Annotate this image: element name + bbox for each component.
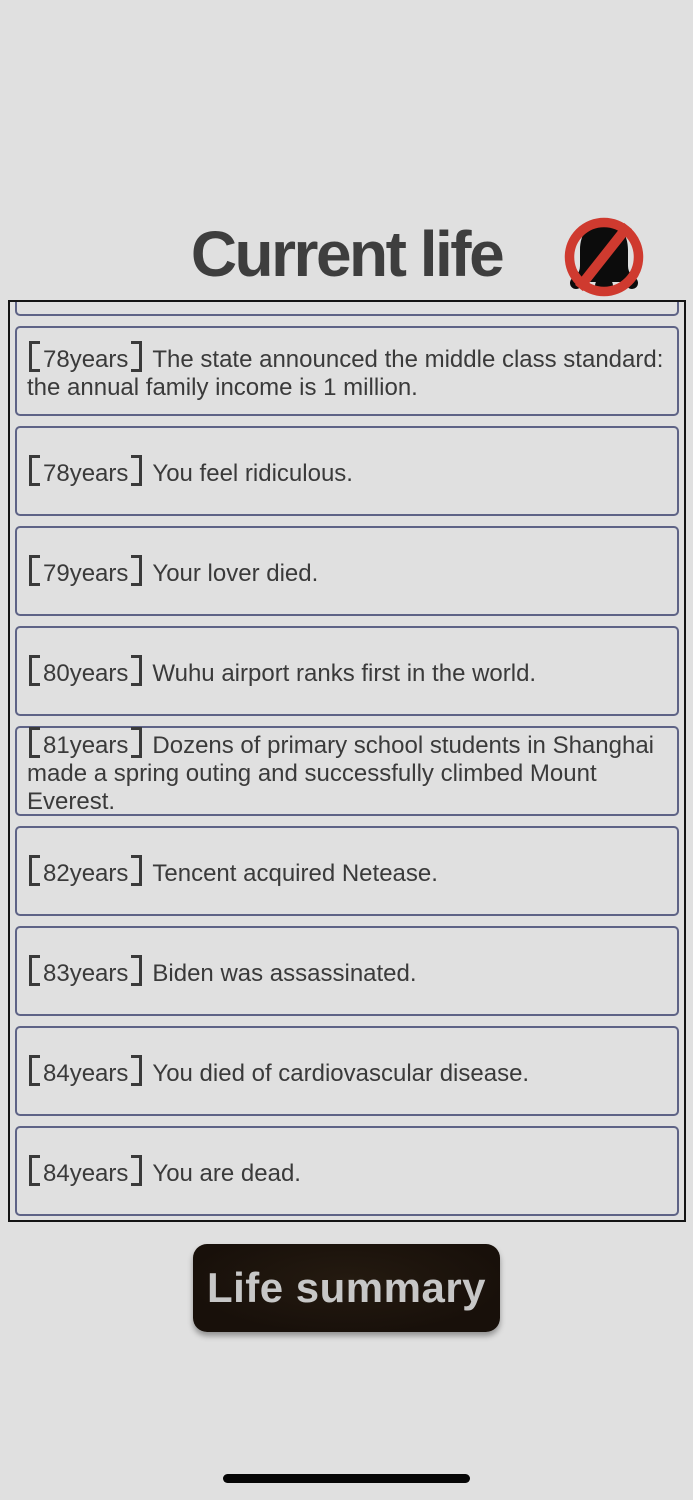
event-age: 83years (43, 959, 129, 987)
event-description: Your lover died. (152, 559, 319, 587)
event-text (27, 1155, 301, 1188)
event-text (27, 341, 667, 402)
page-title: Current life (190, 218, 503, 290)
event-list[interactable] (8, 300, 686, 1222)
event-item-partial (15, 300, 679, 316)
event-age: 79years (43, 559, 129, 587)
event-description: Dozens of primary school students in Shanghai made a spring outing and successfully climbed Mount Everest. (27, 731, 654, 815)
event-age: 80years (43, 659, 129, 687)
bracket-close-icon (131, 655, 142, 686)
event-description: Biden was assassinated. (152, 959, 417, 987)
bracket-open-icon (29, 341, 40, 372)
event-description: Wuhu airport ranks first in the world. (152, 659, 537, 687)
home-indicator[interactable] (223, 1474, 470, 1483)
event-item (15, 926, 679, 1016)
event-item (15, 326, 679, 416)
event-age: 82years (43, 859, 129, 887)
bracket-close-icon (131, 855, 142, 886)
bracket-open-icon (29, 1155, 40, 1186)
event-item (15, 426, 679, 516)
event-text (27, 727, 667, 816)
event-item (15, 1126, 679, 1216)
event-description: You died of cardiovascular disease. (152, 1059, 530, 1087)
bracket-close-icon (131, 555, 142, 586)
life-summary-button[interactable]: Life summary (193, 1244, 500, 1332)
bracket-close-icon (131, 1155, 142, 1186)
event-text (27, 955, 417, 988)
bracket-open-icon (29, 655, 40, 686)
bracket-open-icon (29, 555, 40, 586)
bell-slash-icon[interactable] (564, 211, 644, 299)
event-description: You are dead. (152, 1159, 301, 1187)
event-item (15, 526, 679, 616)
event-item (15, 1026, 679, 1116)
event-age: 84years (43, 1059, 129, 1087)
event-text (27, 555, 318, 588)
bracket-open-icon (29, 855, 40, 886)
event-age: 78years (43, 459, 129, 487)
event-item (15, 626, 679, 716)
event-description: The state announced the middle class standard: the annual family income is 1 million. (27, 345, 664, 401)
event-text (27, 855, 438, 888)
event-description: Tencent acquired Netease. (152, 859, 438, 887)
event-age: 81years (43, 731, 129, 759)
event-description: You feel ridiculous. (152, 459, 353, 487)
event-age: 78years (43, 345, 129, 373)
bracket-open-icon (29, 955, 40, 986)
event-item (15, 826, 679, 916)
bracket-open-icon (29, 455, 40, 486)
bracket-close-icon (131, 955, 142, 986)
bracket-close-icon (131, 1055, 142, 1086)
bracket-open-icon (29, 1055, 40, 1086)
event-text (27, 655, 536, 688)
bracket-close-icon (131, 727, 142, 758)
bracket-close-icon (131, 455, 142, 486)
event-text (27, 1055, 529, 1088)
event-text (27, 455, 353, 488)
bracket-open-icon (29, 727, 40, 758)
bracket-close-icon (131, 341, 142, 372)
event-age: 84years (43, 1159, 129, 1187)
event-item (15, 726, 679, 816)
